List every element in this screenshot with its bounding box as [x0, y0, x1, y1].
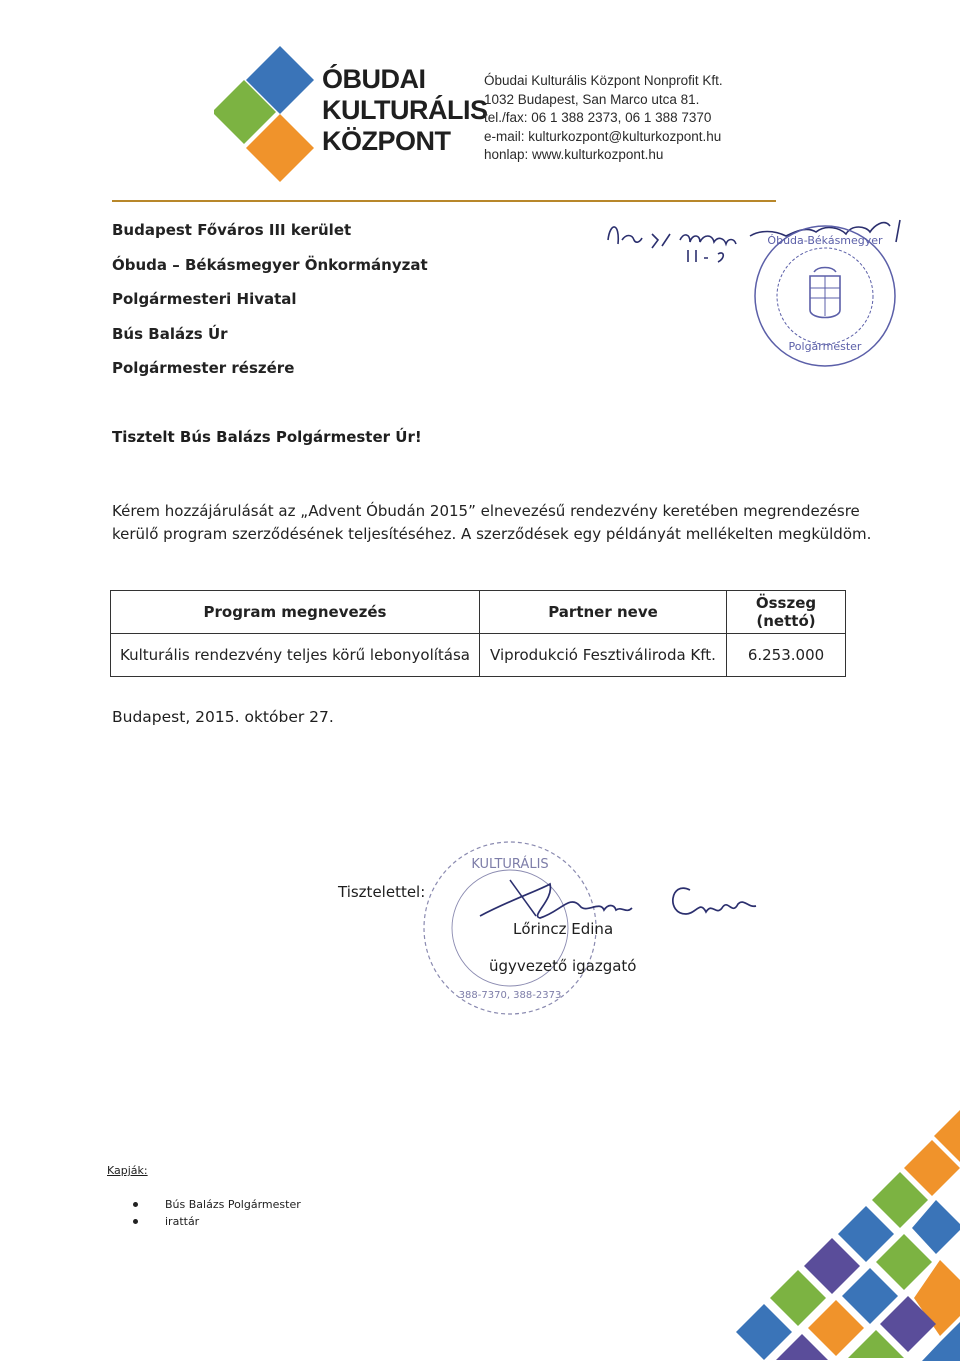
org-email: e-mail: kulturkozpont@kulturkozpont.hu: [484, 128, 722, 144]
recipient-line-1: Budapest Főváros III kerület: [112, 221, 352, 239]
cell-amount: 6.253.000: [727, 634, 846, 677]
column-header-partner: Partner neve: [480, 591, 727, 634]
body-line-1: Kérem hozzájárulását az „Advent Óbudán 2015” elnevezésű rendezvény keretében megrendezésre: [112, 502, 860, 520]
signer-name: Lőrincz Edina: [513, 920, 614, 938]
cc-heading: Kapják:: [107, 1164, 148, 1177]
org-website: honlap: www.kulturkozpont.hu: [484, 147, 664, 162]
bullet-icon: [133, 1219, 138, 1224]
cc-list: [133, 1196, 301, 1230]
org-name: Óbudai Kulturális Központ Nonprofit Kft.: [484, 73, 723, 88]
svg-text:388-7370, 388-2373: 388-7370, 388-2373: [458, 990, 562, 1001]
recipient-line-4: Bús Balázs Úr: [112, 324, 228, 343]
decorative-corner-pattern: [700, 1110, 960, 1361]
svg-text:Polgármester: Polgármester: [788, 340, 862, 353]
cell-program: Kulturális rendezvény teljes körű lebonyolítása: [111, 634, 480, 677]
cc-item-label: irattár: [165, 1215, 200, 1228]
recipient-line-5: Polgármester részére: [112, 359, 295, 377]
recipient-line-2: Óbuda – Békásmegyer Önkormányzat: [112, 255, 428, 274]
org-address: 1032 Budapest, San Marco utca 81.: [484, 91, 700, 107]
place-and-date: Budapest, 2015. október 27.: [112, 708, 334, 726]
mayor-office-stamp: [740, 218, 910, 373]
logo-line-3: KÖZPONT: [322, 126, 451, 156]
body-line-2: kerülő program szerződésének teljesítéséhez. A szerződések egy példányát mellékelten megküldöm.: [112, 525, 872, 543]
column-header-amount: Összeg (nettó): [727, 591, 846, 634]
organization-info: [484, 72, 804, 165]
header-divider: [112, 200, 776, 202]
list-item: [133, 1213, 301, 1230]
column-header-program: Program megnevezés: [111, 591, 480, 634]
logo-line-1: ÓBUDAI: [322, 64, 426, 94]
recipient-block: [112, 220, 532, 393]
cc-item-label: Bús Balázs Polgármester: [165, 1198, 301, 1211]
svg-text:KULTURÁLIS: KULTURÁLIS: [471, 857, 549, 872]
salutation: Tisztelt Bús Balázs Polgármester Úr!: [112, 428, 422, 446]
logo-diamonds-icon: [214, 44, 324, 184]
logo-wordmark: [322, 64, 488, 157]
signer-title: ügyvezető igazgató: [489, 957, 637, 975]
letter-body: [112, 500, 872, 546]
closing-phrase: Tisztelettel:: [338, 883, 426, 901]
recipient-line-3: Polgármesteri Hivatal: [112, 290, 297, 308]
cell-partner: Viprodukció Fesztiváliroda Kft.: [480, 634, 727, 677]
bullet-icon: [133, 1202, 138, 1207]
table-header-row: [111, 591, 846, 634]
table-row: [111, 634, 846, 677]
logo-line-2: KULTURÁLIS: [322, 95, 488, 125]
org-phone: tel./fax: 06 1 388 2373, 06 1 388 7370: [484, 110, 712, 125]
list-item: [133, 1196, 301, 1213]
program-table: [110, 590, 846, 677]
svg-text:Óbuda-Békásmegyer: Óbuda-Békásmegyer: [767, 234, 883, 247]
